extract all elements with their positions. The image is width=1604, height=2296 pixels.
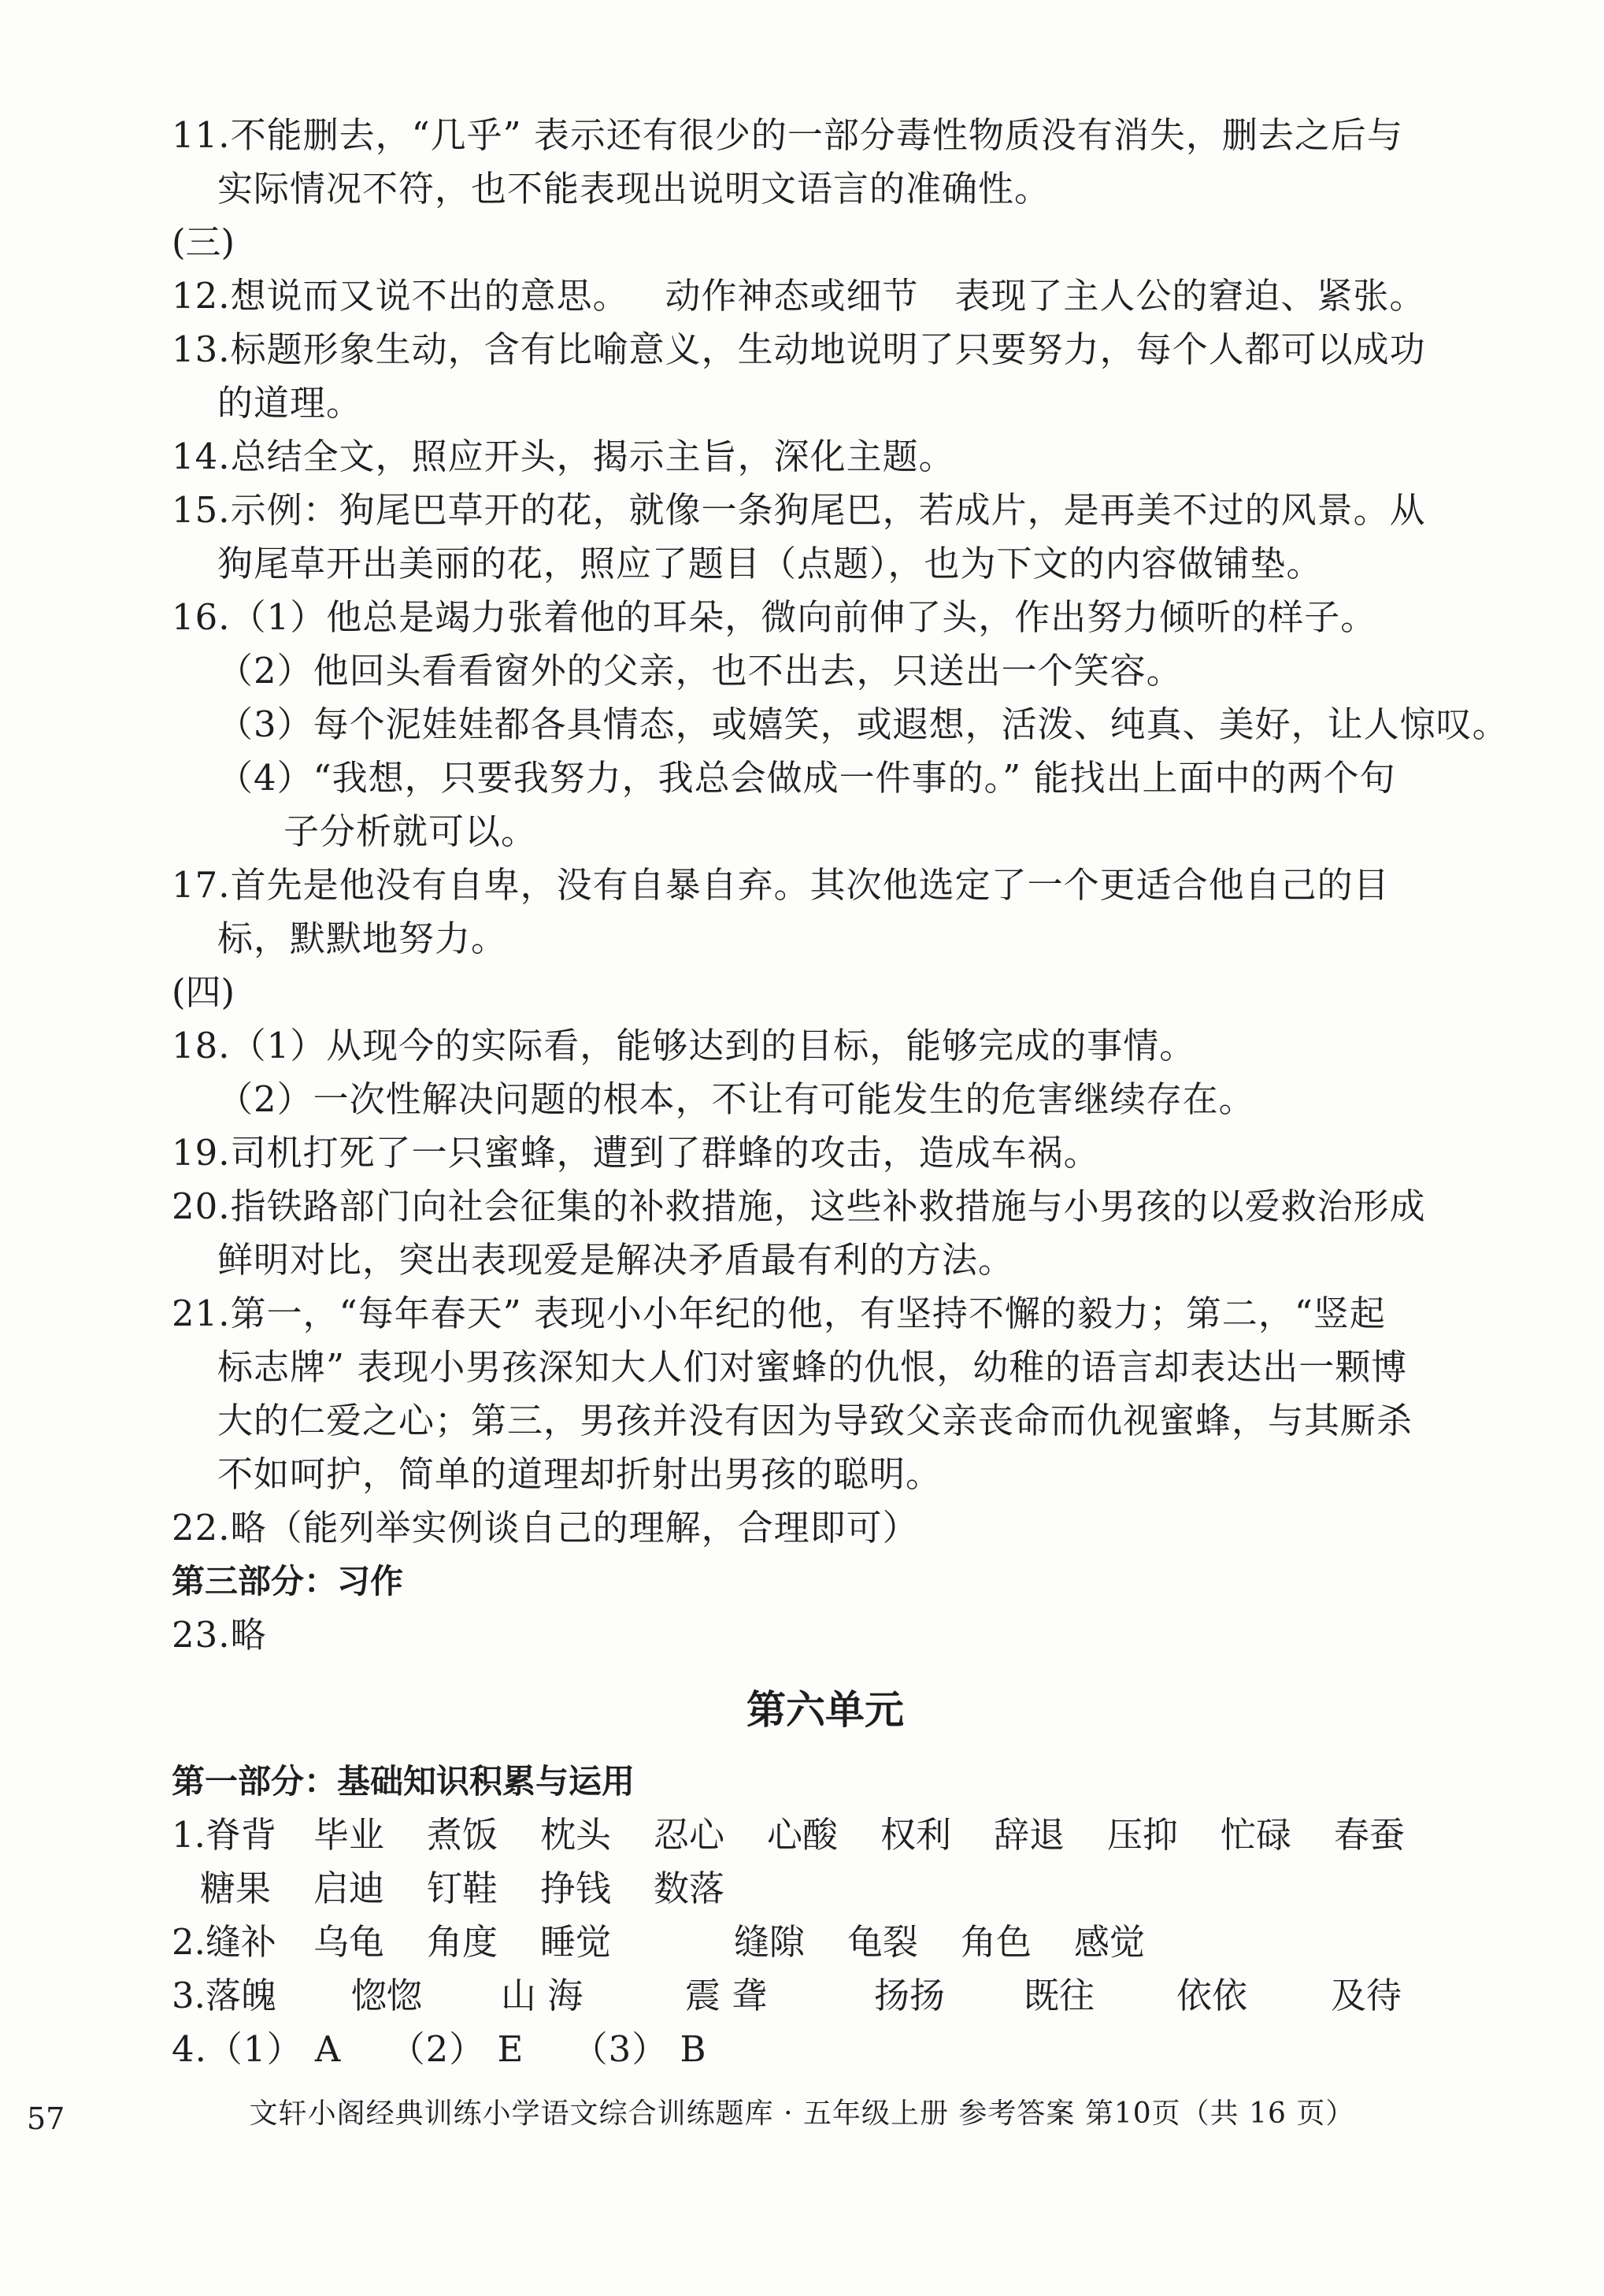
word: 糖果 [200,1868,272,1909]
word: 2.缝补 [172,1921,276,1963]
answer-16 [172,591,1509,859]
word: 依依 [1176,1975,1248,2016]
answer-line: 14.总结全文，照应开头，揭示主旨，深化主题。 [172,436,955,477]
word: 钉鞋 [427,1868,498,1909]
answer-line-cont: 不如呵护，简单的道理却折射出男孩的聪明。 [217,1453,943,1495]
answer-line: 18.（1）从现今的实际看，能够达到的目标，能够完成的事情。 [172,1025,1196,1066]
word: 毕业 [313,1814,385,1856]
answer-14 [172,430,1479,484]
word: 权利 [880,1814,952,1856]
answer-18 [172,1019,1479,1126]
word: 忙碌 [1221,1814,1292,1856]
answer-line: 16.（1）他总是竭力张着他的耳朵，微向前伸了头，作出努力倾听的样子。 [172,596,1377,638]
word: 角度 [427,1921,498,1963]
answer-line-cont: 标，默默地努力。 [217,918,508,959]
word: 既往 [1024,1975,1095,2016]
answer-line-cont: 实际情况不符，也不能表现出说明文语言的准确性。 [217,168,1051,210]
answer-line: 17.首先是他没有自卑，没有自暴自弃。其次他选定了一个更适合他自己的目 [172,864,1390,906]
answer-19 [172,1126,1479,1180]
word: 挣钱 [540,1868,612,1909]
word: 扬扬 [874,1975,946,2016]
word: 心酸 [767,1814,839,1856]
answer-21 [172,1287,1479,1501]
q1-words-row-2 [172,1862,1479,1916]
answer-content [172,109,1509,2076]
word: 角色 [961,1921,1032,1963]
answer-line: 11.不能删去，“几乎” 表示还有很少的一部分毒性物质没有消失，删去之后与 [172,114,1403,156]
q1-words-row-1 [172,1808,1479,1862]
answer-line-cont: 鲜明对比，突出表现爱是解决矛盾最有利的方法。 [217,1239,1015,1281]
answer-line-cont: 子分析就可以。 [283,810,538,852]
answer-23: 23.略 [172,1614,267,1656]
word: 山 海 [501,1975,583,2016]
word: 及待 [1331,1975,1402,2016]
answer-line: 13.标题形象生动，含有比喻意义，生动地说明了只要努力，每个人都可以成功 [172,328,1426,370]
answer-line: 19.司机打死了一只蜜蜂，遭到了群蜂的攻击，造成车祸。 [172,1132,1100,1174]
word: 龟裂 [847,1921,919,1963]
word: 缝隙 [734,1921,806,1963]
answer-4: 4.（1） A （2） E （3） B [172,2028,707,2070]
answer-17 [172,859,1479,966]
word: 启迪 [313,1868,385,1909]
q3-words-row [172,1969,1479,2023]
answer-13 [172,323,1479,430]
answer-11 [172,109,1479,216]
answer-18-sub-2: （2）一次性解决问题的根本，不让有可能发生的危害继续存在。 [217,1078,1255,1120]
answer-line-cont: 大的仁爱之心；第三，男孩并没有因为导致父亲丧命而仇视蜜蜂，与其厮杀 [217,1400,1413,1441]
word: 数落 [654,1868,725,1909]
word: 睡觉 [540,1921,612,1963]
answer-15 [172,484,1479,591]
word: 压抑 [1107,1814,1179,1856]
word: 乌龟 [313,1921,385,1963]
answer-line-cont: 标志牌” 表现小男孩深知大人们对蜜蜂的仇恨，幼稚的语言却表达出一颗博 [217,1346,1408,1388]
answer-16-sub-3: （3）每个泥娃娃都各具情态，或嬉笑，或遐想，活泼、纯真、美好，让人惊叹。 [217,703,1509,745]
answer-12 [172,269,1479,323]
q2-words-row [172,1916,1479,1969]
answer-line: 20.指铁路部门向社会征集的补救措施，这些补救措施与小男孩的以爱救治形成 [172,1185,1426,1227]
word: 枕头 [540,1814,612,1856]
part-3-heading: 第三部分：习作 [172,1562,404,1601]
answer-line-cont: 的道理。 [217,382,363,424]
answer-line: 21.第一，“每年春天” 表现小小年纪的他，有坚持不懈的毅力；第二，“竖起 [172,1293,1386,1334]
word: 感觉 [1074,1921,1146,1963]
answer-line: 15.示例：狗尾巴草开的花，就像一条狗尾巴，若成片，是再美不过的风景。从 [172,489,1426,531]
part-1-heading: 第一部分：基础知识积累与运用 [172,1762,635,1801]
section-marker-4: (四) [172,971,235,1013]
answer-20 [172,1180,1479,1287]
word: 1.脊背 [172,1814,276,1856]
unit-title: 第六单元 [746,1687,904,1733]
answer-22 [172,1501,1479,1555]
word: 震 聋 [685,1975,768,2016]
word: 辞退 [994,1814,1065,1856]
section-marker-3: (三) [172,221,235,263]
answer-line-cont: 狗尾草开出美丽的花，照应了题目（点题），也为下文的内容做铺垫。 [217,543,1323,584]
answer-16-sub-4: （4）“我想，只要我努力，我总会做成一件事的。” 能找出上面中的两个句 [217,757,1396,799]
word: 煮饭 [427,1814,498,1856]
page-footer: 文轩小阁经典训练小学语文综合训练题库 · 五年级上册 参考答案 第10页（共 16 页） [249,2098,1355,2130]
word: 惚惚 [351,1975,423,2016]
answer-line: 12.想说而又说不出的意思。 动作神态或细节 表现了主人公的窘迫、紧张。 [172,275,1426,317]
word: 忍心 [654,1814,725,1856]
word: 3.落魄 [172,1975,276,2016]
page-number: 57 [27,2101,65,2136]
answer-line: 22.略（能列举实例谈自己的理解，合理即可） [172,1507,919,1549]
answer-16-sub-2: （2）他回头看看窗外的父亲，也不出去，只送出一个笑容。 [217,650,1183,692]
word: 春蚕 [1334,1814,1406,1856]
